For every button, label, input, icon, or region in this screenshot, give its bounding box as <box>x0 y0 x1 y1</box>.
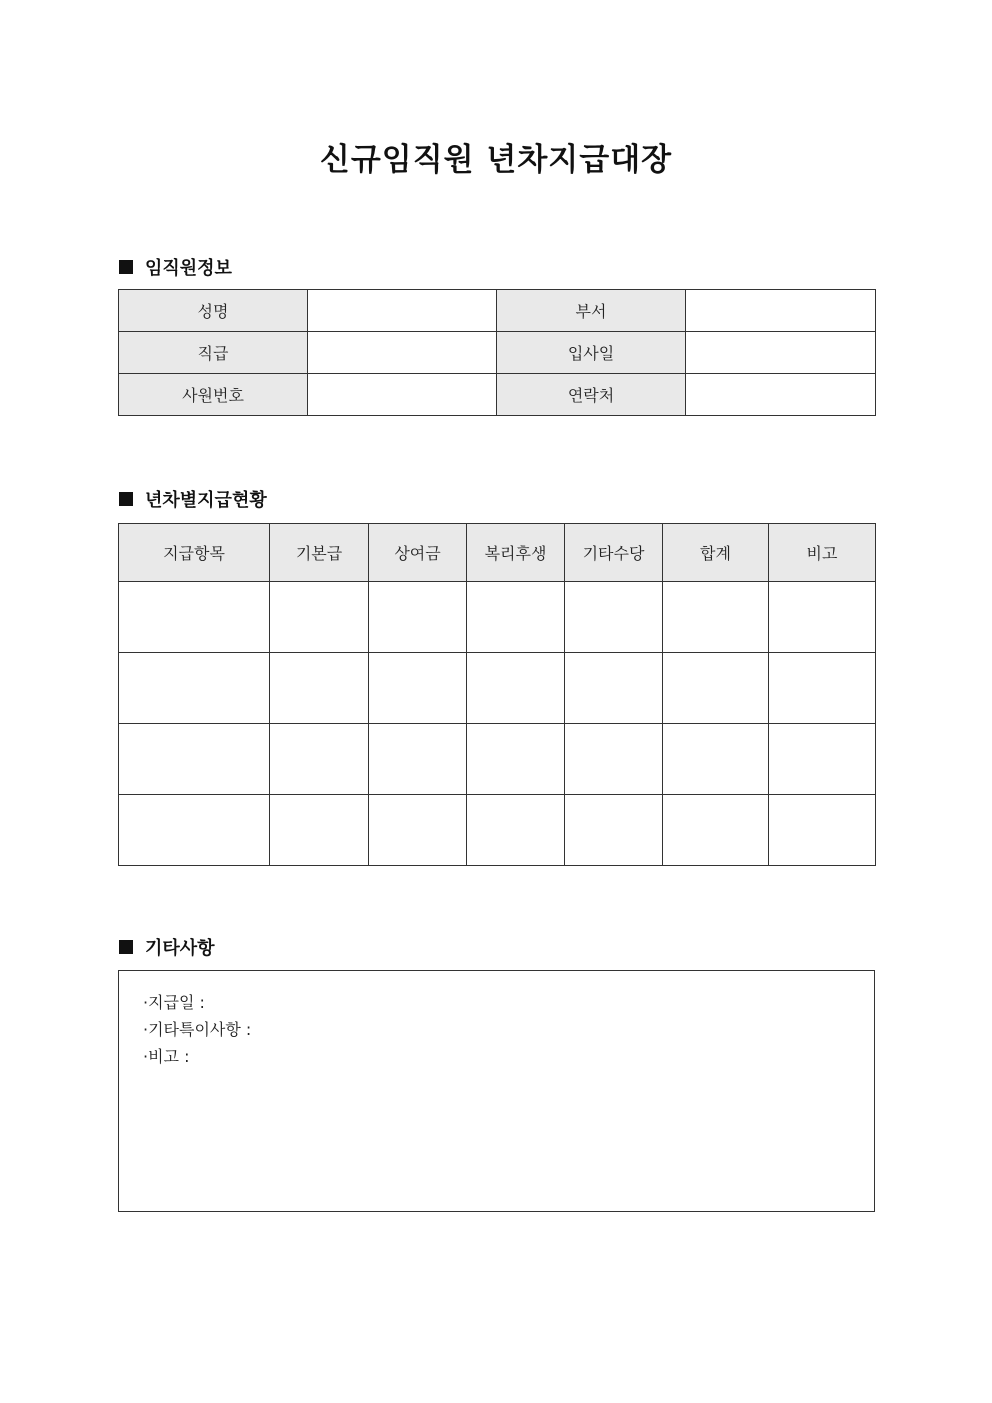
square-bullet-icon <box>119 492 133 506</box>
notes-list <box>119 971 874 1070</box>
column-header-bonus: 상여금 <box>369 524 467 582</box>
table-cell[interactable] <box>369 653 467 724</box>
position-field[interactable] <box>308 332 497 374</box>
table-row <box>119 724 876 795</box>
department-field[interactable] <box>686 290 876 332</box>
table-header-row <box>119 524 876 582</box>
other-notes-box[interactable] <box>118 970 875 1212</box>
table-row <box>119 795 876 866</box>
employee-info-heading <box>119 254 232 280</box>
table-cell[interactable] <box>663 724 769 795</box>
table-cell[interactable] <box>119 653 270 724</box>
table-cell[interactable] <box>663 795 769 866</box>
payment-date-note: ·지급일 : <box>143 993 205 1012</box>
table-cell[interactable] <box>467 724 565 795</box>
table-cell[interactable] <box>467 653 565 724</box>
table-cell[interactable] <box>369 795 467 866</box>
table-cell[interactable] <box>270 582 369 653</box>
table-cell[interactable] <box>769 724 876 795</box>
position-label: 직급 <box>119 332 308 374</box>
table-cell[interactable] <box>467 582 565 653</box>
column-header-other-allowance: 기타수당 <box>565 524 663 582</box>
column-header-base-salary: 기본급 <box>270 524 369 582</box>
other-notes-heading-text: 기타사항 <box>145 938 215 959</box>
name-label: 성명 <box>119 290 308 332</box>
table-cell[interactable] <box>769 795 876 866</box>
table-cell[interactable] <box>270 724 369 795</box>
table-cell[interactable] <box>565 795 663 866</box>
payment-status-heading <box>119 486 267 512</box>
join-date-field[interactable] <box>686 332 876 374</box>
table-cell[interactable] <box>769 653 876 724</box>
table-cell[interactable] <box>369 582 467 653</box>
payment-status-heading-text: 년차별지급현황 <box>145 490 267 511</box>
document-title: 신규임직원 년차지급대장 <box>319 142 673 178</box>
column-header-remarks: 비고 <box>769 524 876 582</box>
table-cell[interactable] <box>119 582 270 653</box>
contact-label: 연락처 <box>497 374 686 416</box>
table-cell[interactable] <box>769 582 876 653</box>
table-cell[interactable] <box>565 724 663 795</box>
department-label: 부서 <box>497 290 686 332</box>
table-cell[interactable] <box>119 795 270 866</box>
remarks-note: ·비고 : <box>143 1047 190 1066</box>
employee-info-heading-text: 임직원정보 <box>145 258 232 279</box>
table-cell[interactable] <box>565 653 663 724</box>
table-row <box>119 374 876 416</box>
employee-number-field[interactable] <box>308 374 497 416</box>
table-row <box>119 582 876 653</box>
square-bullet-icon <box>119 260 133 274</box>
employee-number-label: 사원번호 <box>119 374 308 416</box>
table-cell[interactable] <box>663 582 769 653</box>
table-row <box>119 332 876 374</box>
table-row <box>119 653 876 724</box>
name-field[interactable] <box>308 290 497 332</box>
table-cell[interactable] <box>270 653 369 724</box>
contact-field[interactable] <box>686 374 876 416</box>
table-row <box>119 290 876 332</box>
join-date-label: 입사일 <box>497 332 686 374</box>
table-cell[interactable] <box>119 724 270 795</box>
table-cell[interactable] <box>270 795 369 866</box>
column-header-total: 합계 <box>663 524 769 582</box>
other-notes-heading <box>119 934 215 960</box>
table-cell[interactable] <box>467 795 565 866</box>
special-notes-note: ·기타특이사항 : <box>143 1020 252 1039</box>
table-cell[interactable] <box>663 653 769 724</box>
table-cell[interactable] <box>565 582 663 653</box>
table-cell[interactable] <box>369 724 467 795</box>
employee-info-table <box>118 289 876 416</box>
column-header-pay-item: 지급항목 <box>119 524 270 582</box>
square-bullet-icon <box>119 940 133 954</box>
column-header-welfare: 복리후생 <box>467 524 565 582</box>
payment-status-table <box>118 523 876 866</box>
